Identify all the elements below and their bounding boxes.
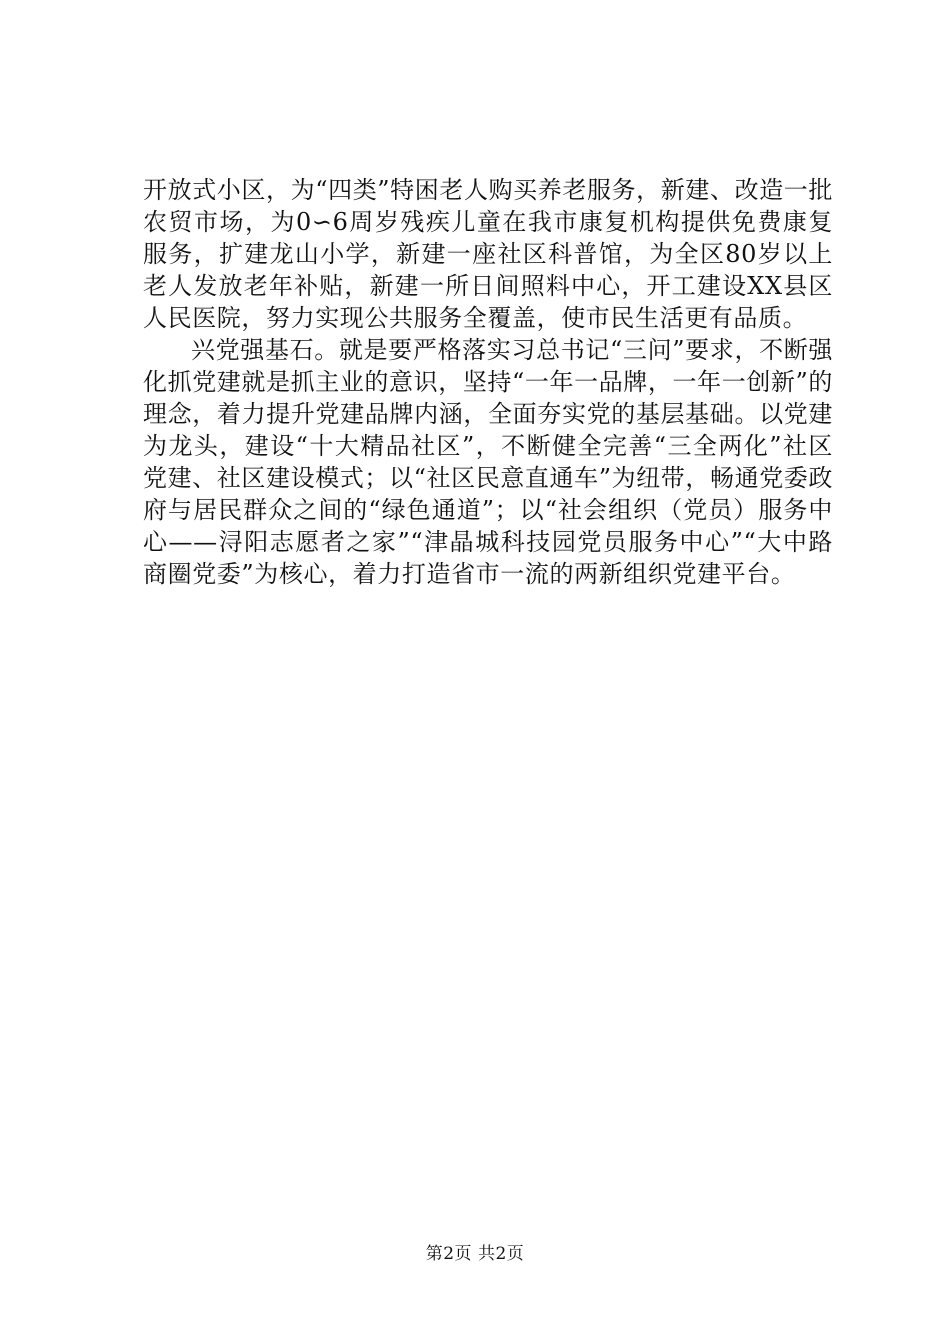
body-text (143, 174, 833, 590)
paragraph-party-building: 兴党强基石。就是要严格落实习总书记“三问”要求，不断强化抓党建就是抓主业的意识，坚持“一年一品牌，一年一创新”的理念，着力提升党建品牌内涵，全面夯实党的基层基础。以党建为龙头，建设“十大精品社区”，不断健全完善“三全两化”社区党建、社区建设模式；以“社区民意直通车”为纽带，畅通党委政府与居民群众之间的“绿色通道”；以“社会组织（党员）服务中心——浔阳志愿者之家”“津晶城科技园党员服务中心”“大中路商圈党委”为核心，着力打造省市一流的两新组织党建平台。 (143, 336, 833, 588)
page-number-footer: 第2页 共2页 (425, 1244, 525, 1264)
paragraph-continuation: 开放式小区，为“四类”特困老人购买养老服务，新建、改造一批农贸市场，为0∽6周岁残疾儿童在我市康复机构提供免费康复服务，扩建龙山小学，新建一座社区科普馆，为全区80岁以上老人发放老年补贴，新建一所日间照料中心，开工建设XX县区人民医院，努力实现公共服务全覆盖，使市民生活更有品质。 (143, 176, 833, 332)
